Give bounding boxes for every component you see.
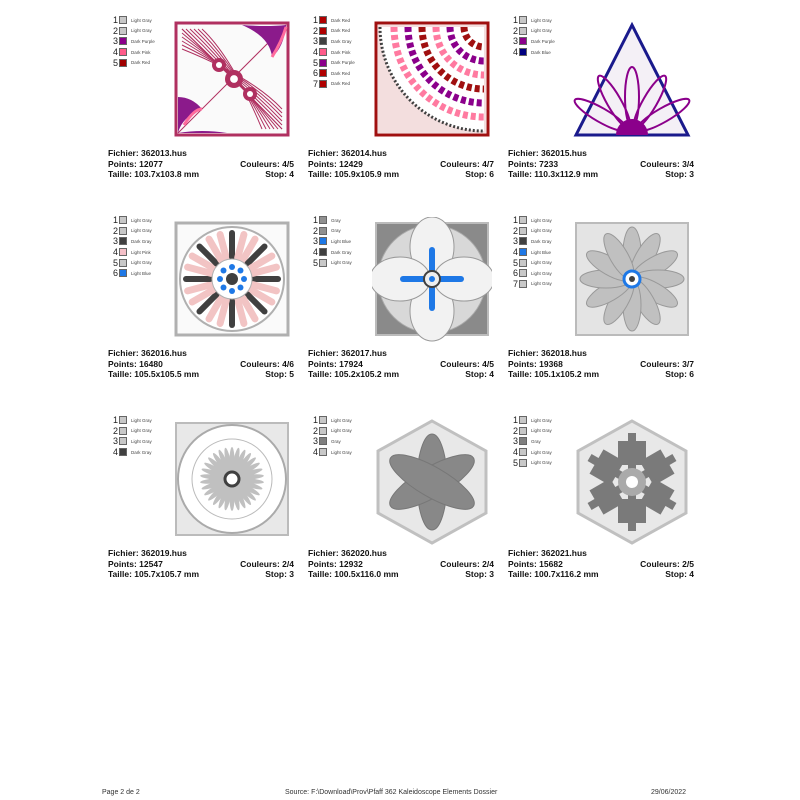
thread-swatch [119,427,127,435]
thread-legend [312,215,352,268]
thread-swatch [319,237,327,245]
thread-number: 3 [312,236,318,247]
thread-row [112,36,155,47]
stop-count: Stop: 3 [665,169,694,179]
thread-number: 2 [512,25,518,36]
thread-number: 4 [312,447,318,458]
thread-number: 1 [112,415,118,426]
thread-number: 2 [312,25,318,36]
thread-name: Dark Gray [331,38,352,44]
thread-swatch [519,280,527,288]
thread-number: 3 [312,436,318,447]
colors-count: Couleurs: 4/5 [440,358,494,369]
thread-swatch [519,437,527,445]
thread-name: Dark Pink [331,49,351,55]
stop-count: Stop: 4 [265,169,294,179]
thread-name: Light Gray [531,228,552,234]
thread-number: 2 [112,25,118,36]
stop-count: Stop: 4 [465,369,494,379]
colors-count: Couleurs: 4/5 [240,158,294,169]
thread-number: 3 [512,236,518,247]
thread-swatch [519,459,527,467]
thread-name: Light Gray [531,217,552,223]
design-preview-image [172,217,292,341]
page-number: Page 2 de 2 [102,789,140,796]
colors-count: Couleurs: 2/4 [440,558,494,569]
thread-swatch [319,227,327,235]
thread-name: Light Gray [531,417,552,423]
design-preview-image [372,417,492,541]
thread-number: 7 [512,278,518,289]
thread-number: 4 [312,247,318,258]
thread-name: Light Gray [131,417,152,423]
design-card [500,405,700,585]
design-size: Taille: 105.5x105.5 mm [108,369,200,379]
stop-count: Stop: 3 [265,569,294,579]
thread-name: Light Gray [531,281,552,287]
thread-row [112,15,155,26]
thread-name: Dark Pink [131,49,151,55]
design-info [308,348,494,380]
thread-swatch [519,416,527,424]
thread-swatch [319,427,327,435]
thread-name: Light Gray [131,228,152,234]
thread-number: 3 [512,36,518,47]
design-preview-image [172,17,292,141]
points-count: Points: 12932 [308,558,363,569]
thread-number: 4 [312,47,318,58]
thread-name: Light Gray [531,17,552,23]
thread-number: 6 [512,268,518,279]
thread-row [512,226,552,237]
thread-row [112,57,155,68]
thread-name: Dark Purple [331,60,355,66]
thread-swatch [319,416,327,424]
design-size: Taille: 105.9x105.9 mm [308,169,400,179]
colors-count: Couleurs: 4/7 [440,158,494,169]
thread-number: 4 [112,247,118,258]
thread-legend [312,415,352,457]
design-preview-image [372,217,492,341]
thread-row [312,68,355,79]
thread-row [512,26,555,37]
thread-number: 5 [312,257,318,268]
thread-swatch [519,216,527,224]
points-count: Points: 17924 [308,358,363,369]
points-count: Points: 12547 [108,558,163,569]
thread-row [312,47,355,58]
thread-row [112,226,152,237]
design-preview-image [572,17,692,141]
thread-name: Light Gray [531,28,552,34]
thread-number: 6 [112,268,118,279]
thread-row [112,436,152,447]
thread-row [312,447,352,458]
thread-number: 5 [512,457,518,468]
thread-row [312,79,355,90]
thread-swatch [519,27,527,35]
thread-number: 2 [312,425,318,436]
thread-number: 5 [312,57,318,68]
design-info [108,148,294,180]
file-name: Fichier: 362020.hus [308,548,387,558]
thread-swatch [119,437,127,445]
thread-name: Light Gray [531,260,552,266]
thread-number: 1 [512,15,518,26]
thread-swatch [319,80,327,88]
thread-name: Gray [331,217,341,223]
thread-number: 3 [112,236,118,247]
design-size: Taille: 100.5x116.0 mm [308,569,399,579]
design-info [308,548,494,580]
thread-row [312,247,352,258]
thread-swatch [519,37,527,45]
thread-name: Light Gray [331,428,352,434]
design-preview-image [572,217,692,341]
stop-count: Stop: 5 [265,369,294,379]
thread-row [112,247,152,258]
design-size: Taille: 105.1x105.2 mm [508,369,600,379]
thread-swatch [519,269,527,277]
thread-number: 4 [112,47,118,58]
thread-number: 4 [512,47,518,58]
points-count: Points: 7233 [508,158,559,169]
thread-name: Dark Gray [131,238,152,244]
thread-name: Light Gray [131,17,152,23]
thread-row [512,247,552,258]
thread-number: 3 [512,436,518,447]
thread-number: 3 [112,36,118,47]
thread-row [312,257,352,268]
thread-row [512,47,555,58]
thread-number: 3 [312,36,318,47]
design-size: Taille: 110.3x112.9 mm [508,169,599,179]
file-name: Fichier: 362019.hus [108,548,187,558]
thread-number: 2 [512,425,518,436]
design-info [508,148,694,180]
design-size: Taille: 100.7x116.2 mm [508,569,599,579]
thread-number: 5 [512,257,518,268]
design-card [100,405,300,585]
thread-row [512,279,552,290]
thread-row [112,47,155,58]
thread-number: 3 [112,436,118,447]
thread-number: 1 [312,15,318,26]
thread-row [112,268,152,279]
thread-row [112,257,152,268]
thread-swatch [319,248,327,256]
stop-count: Stop: 4 [665,569,694,579]
thread-name: Light Blue [131,270,152,276]
thread-number: 2 [112,225,118,236]
thread-row [112,26,155,37]
colors-count: Couleurs: 3/4 [640,158,694,169]
thread-swatch [119,227,127,235]
thread-row [312,226,352,237]
thread-row [312,57,355,68]
thread-swatch [319,16,327,24]
thread-number: 2 [512,225,518,236]
design-info [108,348,294,380]
source-path: Source: F:\Download\Prov\Pfaff 362 Kaleidoscope Elements Dossier [285,789,498,796]
thread-legend [112,15,155,68]
thread-name: Dark Red [331,81,351,87]
thread-number: 2 [112,425,118,436]
print-date: 29/06/2022 [651,789,687,796]
thread-row [512,236,552,247]
thread-legend [512,215,552,289]
thread-row [512,36,555,47]
thread-swatch [519,237,527,245]
thread-name: Gray [331,228,341,234]
thread-name: Light Gray [331,417,352,423]
design-card [300,205,500,385]
thread-swatch [519,248,527,256]
design-card [300,5,500,185]
colors-count: Couleurs: 2/4 [240,558,294,569]
thread-row [112,415,152,426]
colors-count: Couleurs: 2/5 [640,558,694,569]
points-count: Points: 12077 [108,158,163,169]
thread-row [512,257,552,268]
thread-row [512,447,552,458]
thread-legend [112,415,152,457]
thread-name: Gray [331,438,341,444]
thread-number: 1 [312,215,318,226]
thread-swatch [319,69,327,77]
thread-number: 4 [512,247,518,258]
thread-swatch [119,16,127,24]
thread-number: 5 [112,257,118,268]
thread-row [512,268,552,279]
thread-swatch [119,416,127,424]
file-name: Fichier: 362017.hus [308,348,387,358]
thread-name: Light Gray [131,217,152,223]
design-info [508,348,694,380]
design-card [100,5,300,185]
thread-name: Light Gray [531,428,552,434]
thread-number: 7 [312,78,318,89]
thread-swatch [119,27,127,35]
thread-row [512,15,555,26]
thread-swatch [319,37,327,45]
thread-row [312,26,355,37]
thread-row [312,436,352,447]
thread-swatch [319,59,327,67]
thread-name: Light Gray [131,428,152,434]
thread-name: Dark Gray [531,238,552,244]
thread-swatch [119,216,127,224]
points-count: Points: 12429 [308,158,363,169]
points-count: Points: 19368 [508,358,563,369]
thread-swatch [519,427,527,435]
thread-name: Dark Red [331,17,351,23]
design-card [300,405,500,585]
thread-name: Light Pink [131,249,151,255]
design-card [500,5,700,185]
design-size: Taille: 103.7x103.8 mm [108,169,200,179]
thread-row [512,457,552,468]
thread-swatch [519,448,527,456]
thread-row [312,236,352,247]
thread-row [512,415,552,426]
thread-row [312,415,352,426]
design-info [308,148,494,180]
design-card [500,205,700,385]
thread-number: 1 [112,15,118,26]
thread-swatch [119,448,127,456]
thread-name: Dark Gray [131,449,152,455]
thread-name: Gray [531,438,541,444]
thread-name: Dark Purple [531,38,555,44]
thread-name: Light Gray [131,438,152,444]
thread-swatch [119,59,127,67]
points-count: Points: 15682 [508,558,563,569]
thread-name: Light Gray [331,449,352,455]
thread-number: 6 [312,68,318,79]
thread-swatch [119,37,127,45]
stop-count: Stop: 6 [465,169,494,179]
thread-swatch [519,227,527,235]
thread-row [112,426,152,437]
thread-row [312,36,355,47]
thread-swatch [119,269,127,277]
thread-row [512,215,552,226]
thread-swatch [319,259,327,267]
thread-row [312,426,352,437]
thread-number: 2 [312,225,318,236]
design-size: Taille: 105.7x105.7 mm [108,569,200,579]
thread-row [312,15,355,26]
file-name: Fichier: 362014.hus [308,148,387,158]
thread-number: 1 [512,215,518,226]
design-preview-image [372,17,492,141]
thread-row [512,436,552,447]
thread-number: 4 [112,447,118,458]
thread-row [112,215,152,226]
thread-swatch [319,437,327,445]
design-card [100,205,300,385]
stop-count: Stop: 6 [665,369,694,379]
thread-row [112,236,152,247]
thread-name: Light Gray [531,460,552,466]
thread-name: Dark Red [131,60,151,66]
thread-swatch [319,27,327,35]
thread-name: Dark Red [331,70,351,76]
thread-name: Dark Red [331,28,351,34]
file-name: Fichier: 362015.hus [508,148,587,158]
design-info [508,548,694,580]
thread-name: Dark Blue [531,49,551,55]
thread-row [112,447,152,458]
points-count: Points: 16480 [108,358,163,369]
stop-count: Stop: 3 [465,569,494,579]
thread-number: 5 [112,57,118,68]
thread-name: Light Gray [131,28,152,34]
file-name: Fichier: 362021.hus [508,548,587,558]
thread-legend [112,215,152,279]
thread-name: Light Blue [331,238,352,244]
thread-number: 4 [512,447,518,458]
thread-swatch [119,48,127,56]
thread-number: 1 [112,215,118,226]
thread-swatch [319,48,327,56]
thread-swatch [519,16,527,24]
thread-swatch [519,259,527,267]
design-preview-image [172,417,292,541]
thread-row [512,426,552,437]
design-preview-image [572,417,692,541]
thread-name: Light Gray [531,449,552,455]
thread-swatch [119,259,127,267]
thread-swatch [519,48,527,56]
thread-swatch [119,248,127,256]
thread-swatch [319,448,327,456]
thread-name: Light Blue [531,249,552,255]
file-name: Fichier: 362018.hus [508,348,587,358]
thread-legend [512,415,552,468]
file-name: Fichier: 362013.hus [108,148,187,158]
thread-legend [512,15,555,57]
thread-name: Dark Purple [131,38,155,44]
design-info [108,548,294,580]
file-name: Fichier: 362016.hus [108,348,187,358]
thread-row [312,215,352,226]
thread-number: 1 [312,415,318,426]
design-size: Taille: 105.2x105.2 mm [308,369,400,379]
colors-count: Couleurs: 4/6 [240,358,294,369]
thread-swatch [319,216,327,224]
thread-swatch [119,237,127,245]
thread-name: Light Gray [331,260,352,266]
thread-name: Light Gray [531,270,552,276]
thread-legend [312,15,355,89]
colors-count: Couleurs: 3/7 [640,358,694,369]
thread-name: Dark Gray [331,249,352,255]
thread-name: Light Gray [131,260,152,266]
thread-number: 1 [512,415,518,426]
